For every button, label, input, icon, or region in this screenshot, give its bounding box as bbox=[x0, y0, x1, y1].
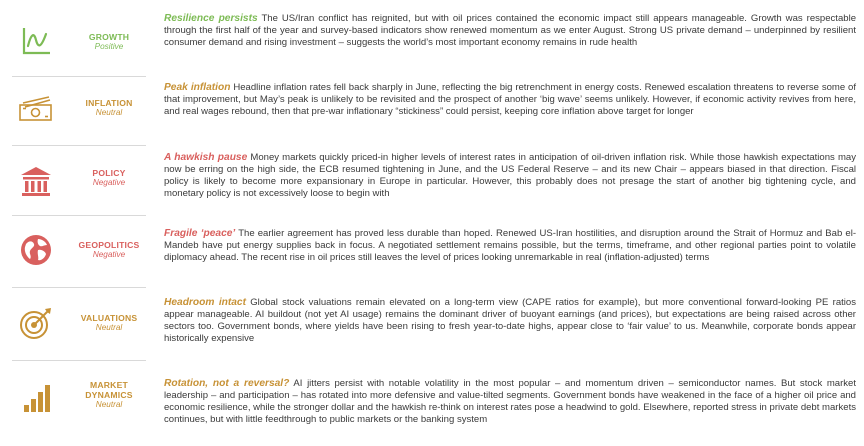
category-status: Neutral bbox=[95, 108, 123, 117]
growth-chart-icon bbox=[12, 17, 60, 65]
category-title: MARKET bbox=[90, 380, 128, 390]
headline: Peak inflation bbox=[164, 82, 231, 93]
valuations-text bbox=[164, 297, 856, 345]
market-dynamics-label bbox=[66, 380, 152, 410]
inflation-text bbox=[164, 82, 856, 118]
divider bbox=[12, 76, 146, 77]
market-dynamics-text bbox=[164, 378, 856, 426]
geopolitics-label bbox=[66, 240, 152, 260]
category-status: Negative bbox=[92, 250, 126, 259]
banknotes-icon bbox=[12, 86, 60, 134]
category-title: POLICY bbox=[92, 168, 126, 178]
body-text: Money markets quickly priced-in higher levels of interest rates in anticipation of oil-driven inflation risk. While those hawkish expectations may now be erring on the high side, the ECB resumed tightening in June, and the US Federal Reserve – and its new Chair – appears biased in that direction. Fiscal policy is likely to become more expansionary in Europe in particular. However, this probably does not presage the start of another big tightening cycle, and monetary policy is not excessively loose to begin with bbox=[164, 152, 856, 199]
category-title-line2: DYNAMICS bbox=[85, 390, 133, 400]
body-text: AI jitters persist with notable volatility in the most popular – and momentum driven – semiconductor names. But stock market leadership – and participation – has rotated into more defensive and value-tilted segments. Government bonds have weakened in the face of a higher oil price and economic resilience, while the stronger dollar and the hawkish re-think on interest rates pose a headwind to gold. Elsewhere, reported stress in private debt markets continues, but with little feedthrough to public markets or the banking system bbox=[164, 378, 857, 425]
growth-text bbox=[164, 13, 856, 49]
geopolitics-text bbox=[164, 228, 856, 264]
growth-label bbox=[66, 32, 152, 52]
policy-label bbox=[66, 168, 152, 188]
category-title: VALUATIONS bbox=[80, 313, 138, 323]
category-status: Neutral bbox=[95, 400, 123, 409]
body-text: The earlier agreement has proved less durable than hoped. Renewed US-Iran hostilities, and disruption around the Strait of Hormuz and Bab el-Mandeb have put energy supplies back in focus. A negotiated settlement remains possible, but the terms, timeframe, and other regional parties point to volatile diplomacy ahead. The recent rise in oil prices still leaves the level of prices looking unremarkable in real (inflation-adjusted) terms bbox=[164, 228, 856, 263]
category-title: GROWTH bbox=[88, 32, 130, 42]
headline: Headroom intact bbox=[164, 297, 246, 308]
headline: Resilience persists bbox=[164, 13, 258, 24]
category-status: Positive bbox=[94, 42, 124, 51]
body-text: Global stock valuations remain elevated on a long-term view (CAPE ratios for example), but more conventional forward-looking PE ratios appear manageable. AI buildout (not yet AI usage) remains the dominant driver of buoyant earnings (and prices), but expectations are being raised across other sectors too. Government bonds, where yields have been rising to fresh year-to-date highs, appear close to ‘fair value’ to us. Meanwhile, corporate bonds appear historically expensive bbox=[164, 297, 856, 344]
headline: A hawkish pause bbox=[164, 152, 248, 163]
headline: Fragile ‘peace’ bbox=[164, 228, 236, 239]
headline: Rotation, not a reversal? bbox=[164, 378, 290, 389]
bank-building-icon bbox=[12, 158, 60, 206]
category-title: GEOPOLITICS bbox=[78, 240, 140, 250]
divider bbox=[12, 215, 146, 216]
divider bbox=[12, 145, 146, 146]
inflation-label bbox=[66, 98, 152, 118]
bar-chart-icon bbox=[12, 374, 60, 422]
target-icon bbox=[12, 299, 60, 347]
globe-icon bbox=[12, 226, 60, 274]
divider bbox=[12, 360, 146, 361]
policy-text bbox=[164, 152, 856, 200]
category-status: Negative bbox=[92, 178, 126, 187]
category-title: INFLATION bbox=[85, 98, 133, 108]
divider bbox=[12, 287, 146, 288]
body-text: Headline inflation rates fell back sharply in June, reflecting the big retrenchment in energy costs. Renewed escalation threatens to reverse some of that improvement, but May’s peak is unlikely to be revisited and the prospect of another ‘big wave’ seems unlikely. However, if economic activity revives from here, and real wages rebound, then that pre-war inflationary “stickiness” could persist, keeping core inflation above target for longer bbox=[164, 82, 856, 117]
body-text: The US/Iran conflict has reignited, but with oil prices contained the economic impact still appears manageable. Growth was respectable through the first half of the year and survey-based indicators show renewed momentum as we enter August. Strong US private demand – underpinned by resilient consumer demand and rising investment – suggests the world’s most important economy remains in rude health bbox=[164, 13, 857, 48]
category-status: Neutral bbox=[95, 323, 123, 332]
valuations-label bbox=[66, 313, 152, 333]
